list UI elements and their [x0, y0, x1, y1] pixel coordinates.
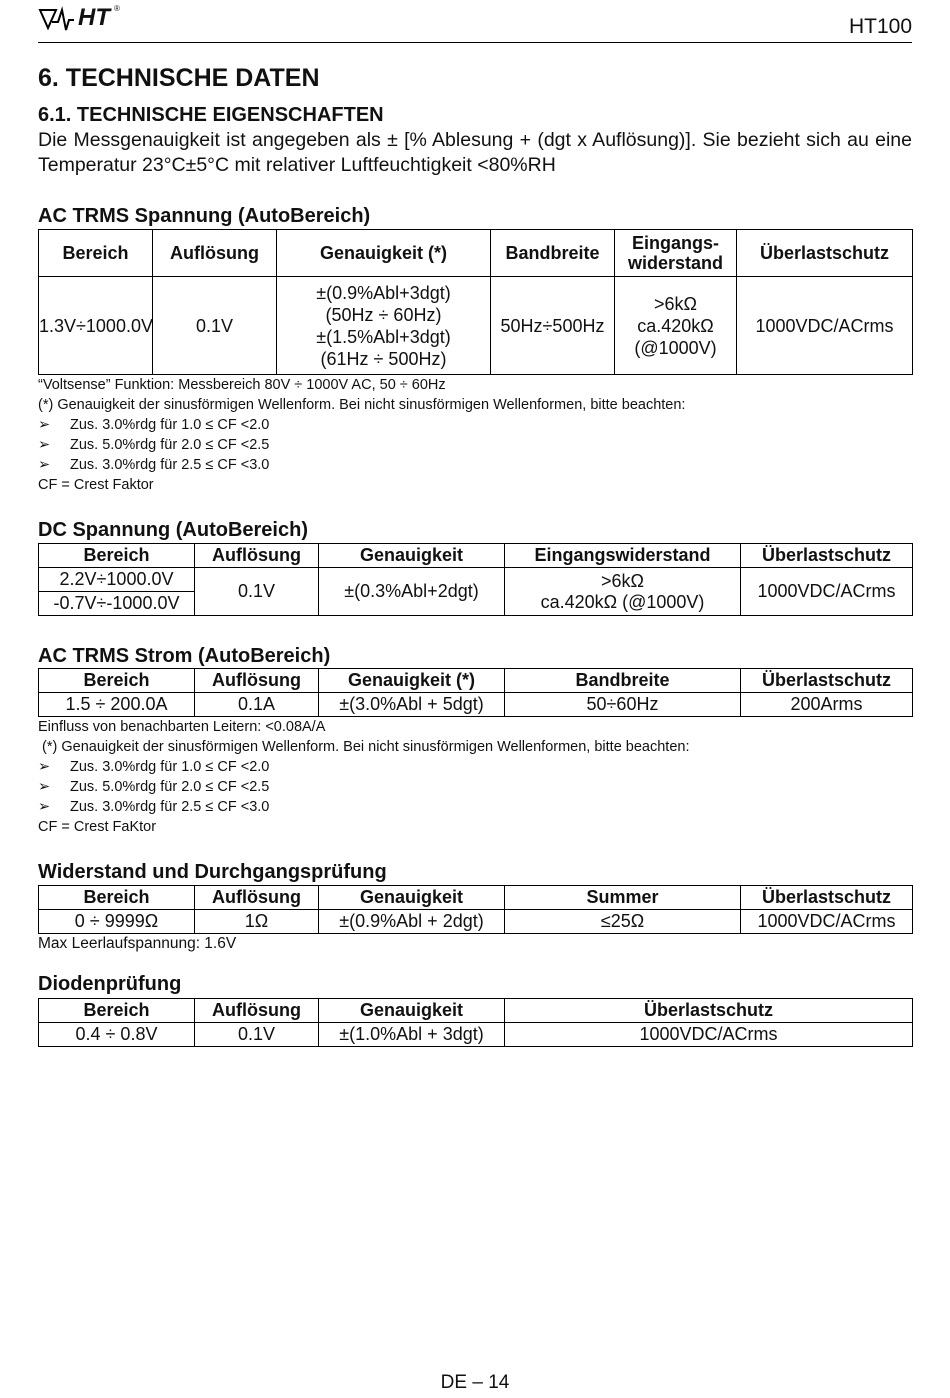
col-header-resolution: Auflösung — [195, 886, 319, 910]
ac-voltage-notes — [38, 375, 912, 495]
impedance-header-line2: widerstand — [627, 253, 724, 273]
col-header-resolution: Auflösung — [195, 544, 319, 568]
arrow-bullet-icon: ➢ — [38, 457, 51, 473]
col-header-bandwidth: Bandbreite — [505, 669, 741, 693]
col-header-resolution: Auflösung — [195, 999, 319, 1023]
bullet-text: Zus. 3.0%rdg für 2.5 ≤ CF <3.0 — [70, 457, 270, 473]
cell-impedance — [505, 568, 741, 616]
col-header-protection: Überlastschutz — [737, 230, 913, 277]
ac-current-table — [38, 668, 913, 717]
resistance-title: Widerstand und Durchgangsprüfung — [38, 861, 387, 883]
table-row — [39, 910, 913, 934]
note-line: (*) Genauigkeit der sinusförmigen Wellenform. Bei nicht sinusförmigen Wellenformen, bitte beachten: — [38, 397, 686, 413]
cell-accuracy: ±(1.0%Abl + 3dgt) — [319, 1023, 505, 1047]
bullet-item — [38, 435, 912, 455]
dc-voltage-title: DC Spannung (AutoBereich) — [38, 519, 308, 541]
cell-protection: 1000VDC/ACrms — [737, 277, 913, 375]
cell-accuracy — [277, 277, 491, 375]
arrow-bullet-icon: ➢ — [38, 759, 51, 775]
note-line: Einfluss von benachbarten Leitern: <0.08A/A — [38, 719, 326, 735]
cell-resolution: 0.1V — [195, 568, 319, 616]
bullet-item — [38, 757, 912, 777]
section-title: 6.1. TECHNISCHE EIGENSCHAFTEN — [38, 104, 384, 126]
col-header-protection: Überlastschutz — [741, 544, 913, 568]
col-header-protection: Überlastschutz — [741, 886, 913, 910]
bullet-text: Zus. 3.0%rdg für 1.0 ≤ CF <2.0 — [70, 417, 270, 433]
col-header-accuracy: Genauigkeit (*) — [277, 230, 491, 277]
col-header-resolution: Auflösung — [195, 669, 319, 693]
cell-accuracy: ±(0.3%Abl+2dgt) — [319, 568, 505, 616]
cell-range: 2.2V÷1000.0V — [39, 568, 195, 592]
col-header-impedance: Eingangswiderstand — [505, 544, 741, 568]
col-header-impedance — [615, 230, 737, 277]
cell-resolution: 1Ω — [195, 910, 319, 934]
table-row — [39, 1023, 913, 1047]
col-header-protection: Überlastschutz — [741, 669, 913, 693]
intro-paragraph: Die Messgenauigkeit ist angegeben als ± [% Ablesung + (dgt x Auflösung)]. Sie bezieht sich au eine Temperatur 23°C±5°C mit relativer Luftfeuchtigkeit <80%RH — [38, 129, 912, 176]
resistance-table — [38, 885, 913, 934]
bullet-text: Zus. 5.0%rdg für 2.0 ≤ CF <2.5 — [70, 779, 270, 795]
table-header-row — [39, 230, 913, 277]
table-header-row — [39, 544, 913, 568]
table-row — [39, 568, 913, 592]
note-line: (*) Genauigkeit der sinusförmigen Wellenform. Bei nicht sinusförmigen Wellenformen, bitte beachten: — [38, 739, 690, 755]
accuracy-line: (61Hz ÷ 500Hz) — [320, 348, 447, 369]
cell-accuracy: ±(3.0%Abl + 5dgt) — [319, 693, 505, 717]
cell-range: -0.7V÷-1000.0V — [39, 592, 195, 616]
cell-resolution: 0.1V — [153, 277, 277, 375]
dc-voltage-table — [38, 543, 913, 616]
table-header-row — [39, 669, 913, 693]
cell-protection: 1000VDC/ACrms — [741, 568, 913, 616]
diode-table — [38, 998, 913, 1047]
note-line: CF = Crest Faktor — [38, 477, 154, 493]
col-header-range: Bereich — [39, 886, 195, 910]
impedance-line: (@1000V) — [634, 337, 717, 358]
cell-accuracy: ±(0.9%Abl + 2dgt) — [319, 910, 505, 934]
cell-range: 1.5 ÷ 200.0A — [39, 693, 195, 717]
cell-resolution: 0.1V — [195, 1023, 319, 1047]
cell-protection: 1000VDC/ACrms — [505, 1023, 913, 1047]
page-number: DE – 14 — [440, 1372, 510, 1393]
table-header-row — [39, 999, 913, 1023]
arrow-bullet-icon: ➢ — [38, 417, 51, 433]
cell-bandwidth: 50Hz÷500Hz — [491, 277, 615, 375]
arrow-bullet-icon: ➢ — [38, 437, 51, 453]
ac-current-title: AC TRMS Strom (AutoBereich) — [38, 645, 331, 667]
cell-range: 0.4 ÷ 0.8V — [39, 1023, 195, 1047]
col-header-range: Bereich — [39, 999, 195, 1023]
col-header-bandwidth: Bandbreite — [491, 230, 615, 277]
cell-protection: 1000VDC/ACrms — [741, 910, 913, 934]
cell-range: 1.3V÷1000.0V — [39, 277, 153, 375]
arrow-bullet-icon: ➢ — [38, 799, 51, 815]
impedance-line: ca.420kΩ — [637, 315, 714, 336]
accuracy-line: ±(1.5%Abl+3dgt) — [316, 326, 451, 347]
ac-current-notes — [38, 717, 912, 837]
table-header-row — [39, 886, 913, 910]
col-header-resolution: Auflösung — [153, 230, 277, 277]
ht-logo-text: HT — [78, 4, 110, 31]
table-row — [39, 277, 913, 375]
col-header-accuracy: Genauigkeit — [319, 999, 505, 1023]
bullet-item — [38, 777, 912, 797]
ac-voltage-title: AC TRMS Spannung (AutoBereich) — [38, 205, 371, 227]
table-row — [39, 693, 913, 717]
cell-range: 0 ÷ 9999Ω — [39, 910, 195, 934]
impedance-line: >6kΩ — [601, 570, 644, 591]
bullet-item — [38, 455, 912, 475]
model-name: HT100 — [848, 15, 912, 38]
header-divider — [38, 42, 912, 43]
impedance-header-line1: Eingangs- — [631, 233, 719, 253]
chapter-title: 6. TECHNISCHE DATEN — [38, 64, 320, 92]
impedance-line: ca.420kΩ (@1000V) — [540, 591, 705, 612]
col-header-range: Bereich — [39, 544, 195, 568]
registered-mark: ® — [114, 4, 120, 13]
col-header-accuracy: Genauigkeit (*) — [319, 669, 505, 693]
col-header-buzzer: Summer — [505, 886, 741, 910]
bullet-text: Zus. 3.0%rdg für 2.5 ≤ CF <3.0 — [70, 799, 270, 815]
resistance-notes — [38, 934, 912, 954]
accuracy-line: ±(0.9%Abl+3dgt) — [316, 282, 451, 303]
cell-impedance — [615, 277, 737, 375]
note-line: CF = Crest FaKtor — [38, 819, 157, 835]
col-header-range: Bereich — [39, 669, 195, 693]
cell-resolution: 0.1A — [195, 693, 319, 717]
note-line: “Voltsense” Funktion: Messbereich 80V ÷ 1000V AC, 50 ÷ 60Hz — [38, 377, 446, 393]
bullet-item — [38, 415, 912, 435]
ac-voltage-table — [38, 229, 913, 375]
note-line: Max Leerlaufspannung: 1.6V — [38, 935, 237, 952]
bullet-text: Zus. 5.0%rdg für 2.0 ≤ CF <2.5 — [70, 437, 270, 453]
col-header-range: Bereich — [39, 230, 153, 277]
col-header-accuracy: Genauigkeit — [319, 886, 505, 910]
ht-logo — [38, 4, 126, 34]
cell-bandwidth: 50÷60Hz — [505, 693, 741, 717]
accuracy-line: (50Hz ÷ 60Hz) — [325, 304, 442, 325]
bullet-text: Zus. 3.0%rdg für 1.0 ≤ CF <2.0 — [70, 759, 270, 775]
diode-title: Diodenprüfung — [38, 973, 182, 995]
arrow-bullet-icon: ➢ — [38, 779, 51, 795]
bullet-item — [38, 797, 912, 817]
impedance-line: >6kΩ — [654, 293, 697, 314]
col-header-accuracy: Genauigkeit — [319, 544, 505, 568]
cell-buzzer: ≤25Ω — [505, 910, 741, 934]
cell-protection: 200Arms — [741, 693, 913, 717]
col-header-protection: Überlastschutz — [505, 999, 913, 1023]
